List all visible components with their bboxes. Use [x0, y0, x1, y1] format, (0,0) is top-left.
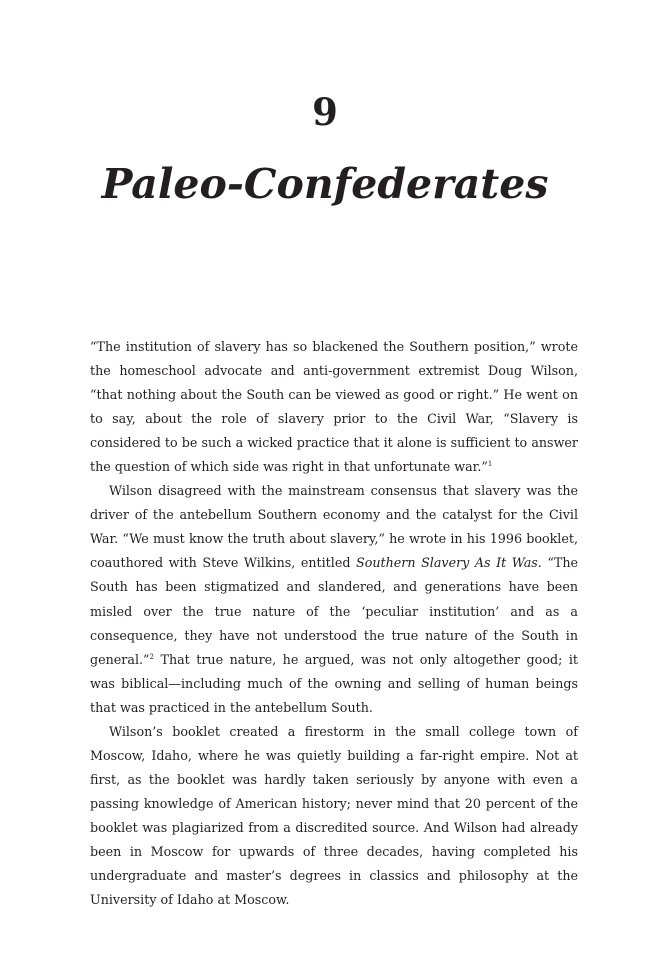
booklet-title: Southern Slavery As It Was [356, 555, 538, 571]
paragraph-1-text: “The institution of slavery has so blackened the Southern position,” wrote the homeschool advocate and anti-government extremist Doug Wilson, “that nothing about the South can be viewed as good or right.” He went on to say, about the role of slavery prior to the Civil War, “Slavery is considered to be such a wicked practice that it alone is sufficient to answer the question of which side was right in that unfortunate war.” [90, 339, 578, 475]
footnote-ref-1[interactable]: 1 [487, 460, 493, 468]
paragraph-2-text-b: . “The South has been stigmatized and slandered, and generations have been misled over the true nature of the ‘peculiar institution’ and as a consequence, they have not understood the true nature of the South in general.” [90, 555, 578, 667]
paragraph-3 [90, 720, 578, 912]
chapter-body [90, 335, 578, 912]
footnote-ref-2[interactable]: 2 [149, 652, 154, 661]
paragraph-2-text-a: Wilson disagreed with the mainstream consensus that slavery was the driver of the antebellum Southern economy and the catalyst for the Civil War. “We must know the truth about slavery,” he wrote in his 1996 booklet, coauthored with Steve Wilkins, entitled [90, 483, 578, 571]
chapter-number: 9 [312, 90, 338, 134]
paragraph-2-text-c: That true nature, he argued, was not only altogether good; it was biblical—including much of the owning and selling of human beings that was practiced in the antebellum South. [90, 651, 578, 715]
paragraph-1 [90, 335, 578, 479]
chapter-title: Paleo-Confederates [101, 160, 549, 208]
paragraph-2 [90, 479, 578, 719]
paragraph-3-text: Wilson’s booklet created a firestorm in the small college town of Moscow, Idaho, where he was quietly building a far-right empire. Not at first, as the booklet was hardly taken seriously by anyone with even a passing knowledge of American history; never mind that 20 percent of the booklet was plagiarized from a discredited source. And Wilson had already been in Moscow for upwards of three decades, having completed his undergraduate and master’s degrees in classics and philosophy at the University of Idaho at Moscow. [90, 723, 578, 908]
